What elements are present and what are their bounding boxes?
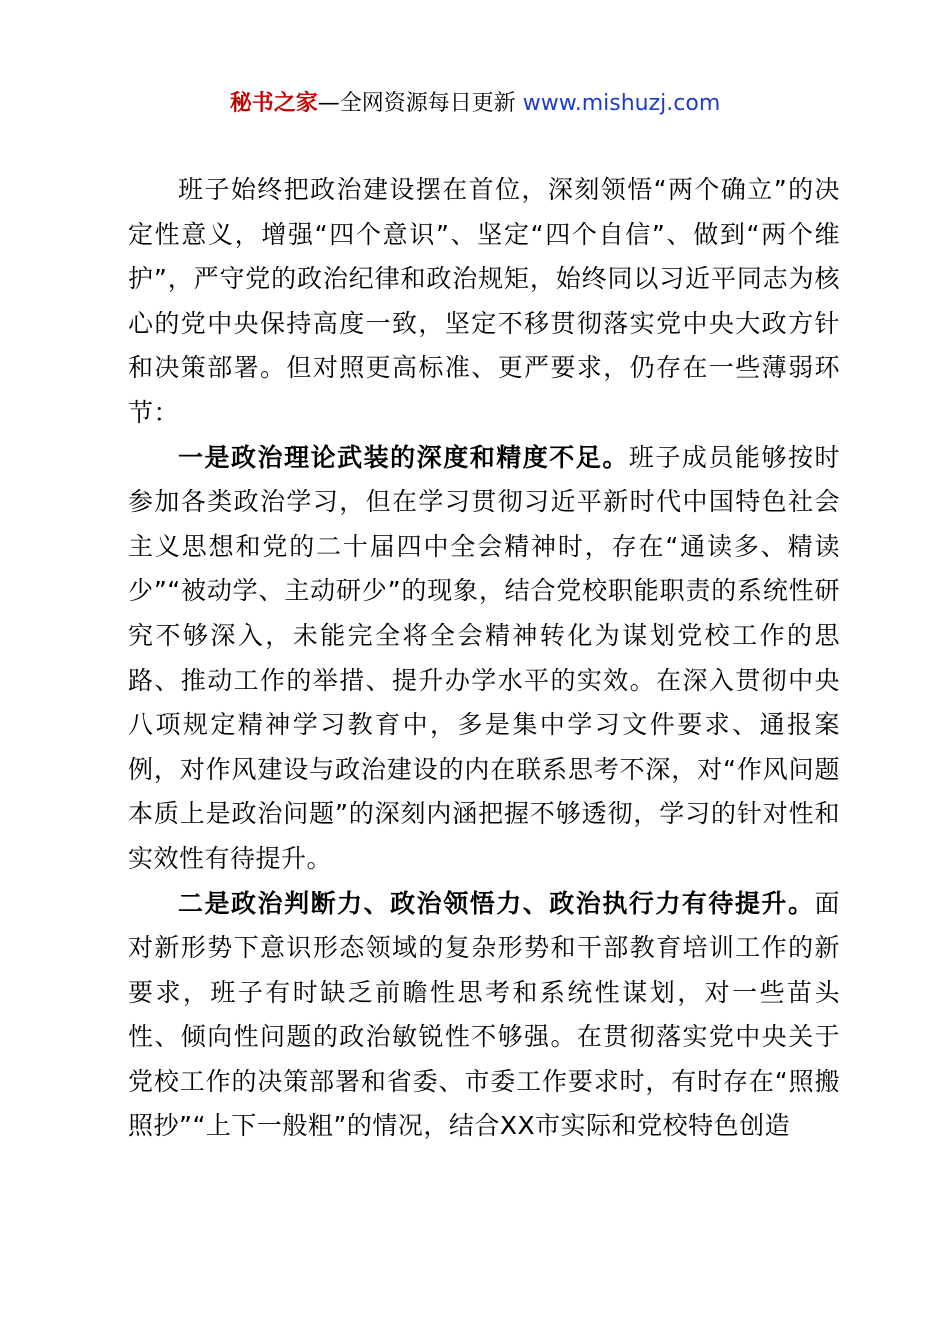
paragraph-text: 班子成员能够按时参加各类政治学习，但在学习贯彻习近平新时代中国特色社会主义思想和党的二十届四中全会精神时，存在“通读多、精读少”“被动学、主动研少”的现象，结合党校职能职责的系统性研究不够深入，未能完全将全会精神转化为谋划党校工作的思路、推动工作的举措、提升办学水平的实效。在深入贯彻中央八项规定精神学习教育中，多是集中学习文件要求、通报案例，对作风建设与政治建设的内在联系思考不深，对“作风问题本质上是政治问题”的深刻内涵把握不够透彻，学习的针对性和实效性有待提升。 — [128, 442, 840, 873]
document-body — [128, 168, 840, 1149]
intro-paragraph — [128, 168, 840, 436]
point-two-paragraph — [128, 882, 840, 1150]
paragraph-lead: 二是政治判断力、政治领悟力、政治执行力有待提升。 — [178, 888, 815, 918]
paragraph-text: 班子始终把政治建设摆在首位，深刻领悟“两个确立”的决定性意义，增强“四个意识”、坚定“四个自信”、做到“两个维护”，严守党的政治纪律和政治规矩，始终同以习近平同志为核心的党中央保持高度一致，坚定不移贯彻落实党中央大政方针和决策部署。但对照更高标准、更严要求，仍存在一些薄弱环节： — [128, 175, 840, 427]
site-brand: 秘书之家 — [229, 91, 318, 116]
site-slogan: —全网资源每日更新 — [317, 91, 523, 116]
site-url-link[interactable]: www.mishuzj.com — [522, 91, 721, 116]
point-one-paragraph — [128, 436, 840, 882]
paragraph-lead: 一是政治理论武装的深度和精度不足。 — [178, 442, 629, 472]
paragraph-text: 面对新形势下意识形态领域的复杂形势和干部教育培训工作的新要求，班子有时缺乏前瞻性思考和系统性谋划，对一些苗头性、倾向性问题的政治敏锐性不够强。在贯彻落实党中央关于党校工作的决策部署和省委、市委工作要求时，有时存在“照搬照抄”“上下一般粗”的情况，结合XX市实际和党校特色创造 — [128, 888, 840, 1141]
site-header — [0, 88, 950, 120]
